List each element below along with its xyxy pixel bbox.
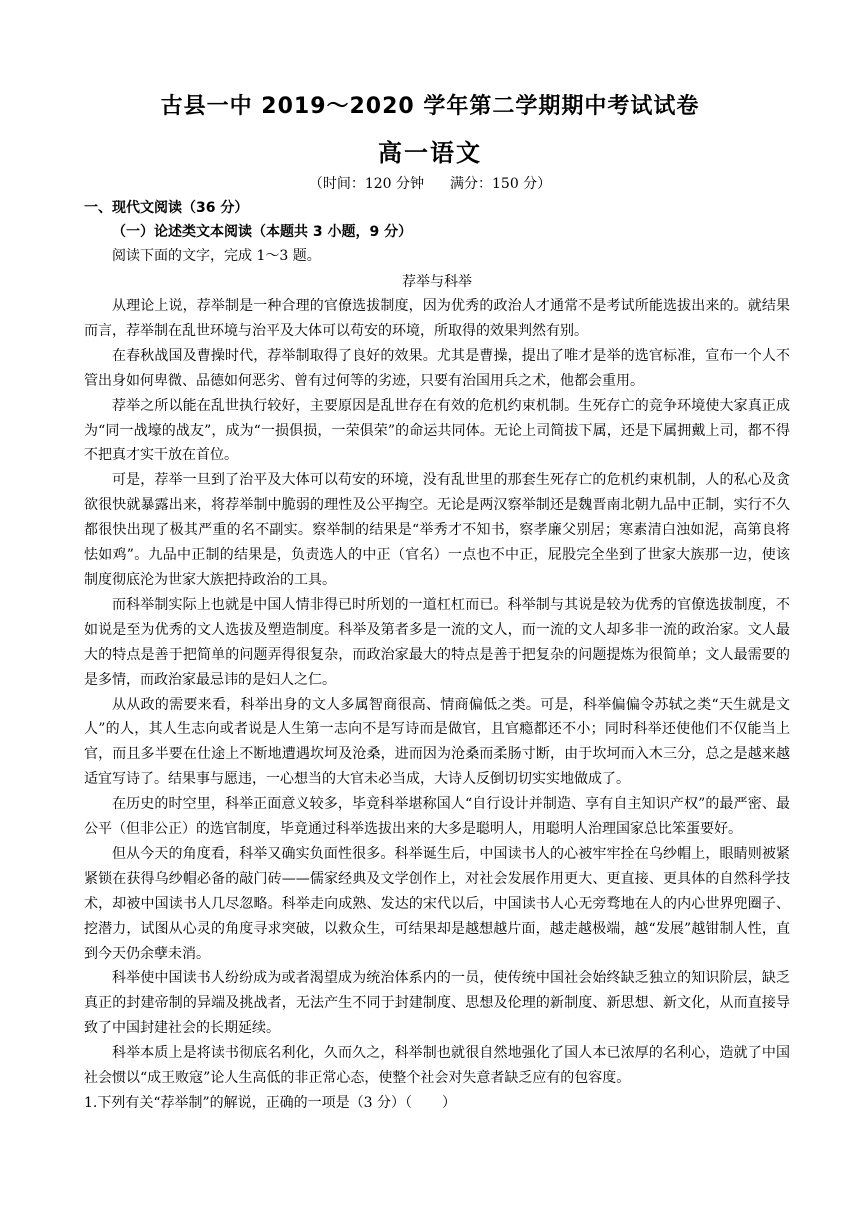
exam-score: 满分：150 分） — [450, 176, 552, 192]
article-paragraph: 但从今天的角度看，科举又确实负面性很多。科举诞生后，中国读书人的心被牢牢拴在乌纱帽上，眼睛则被紧紧锁在获得乌纱帽必备的敲门砖——儒家经典及文学创作上，对社会发展作用更大、更直接、更具体的自然科学技术，却被中国读书人几尽忽略。科举走向成熟、发达的宋代以后，中国读书人心无旁骛地在人的内心世界兜圈子、挖潜力，试图从心灵的角度寻求突破，以救众生，可结果却是越想越片面，越走越极端，越“发展”越钳制人性，直到今天仍余孽未消。 — [84, 845, 790, 962]
article-paragraph: 科举使中国读书人纷纷成为或者渴望成为统治体系内的一员，使传统中国社会始终缺乏独立的知识阶层，缺乏真正的封建帝制的异端及挑战者，无法产生不同于封建制度、思想及伦理的新制度、新思想、新文化，从而直接导致了中国封建社会的长期延续。 — [84, 970, 790, 1037]
section-heading: 一、现代文阅读（36 分） — [84, 200, 249, 216]
question-close: ） — [442, 1095, 457, 1111]
question-1 — [84, 1091, 790, 1115]
article-paragraph: 荐举之所以能在乱世执行较好，主要原因是乱世存在有效的危机约束机制。生死存亡的竞争环境使大家真正成为“同一战壕的战友”，成为“一损俱损，一荣俱荣”的命运共同体。无论上司简拔下属，还是下属拥戴上司，都不得不把真才实干放在首位。 — [84, 397, 790, 464]
article-paragraph: 科举本质上是将读书彻底名利化，久而久之，科举制也就很自然地强化了国人本已浓厚的名利心，造就了中国社会惯以“成王败寇”论人生高低的非正常心态，使整个社会对失意者缺乏应有的包容度。 — [84, 1045, 790, 1087]
reading-instruction: 阅读下面的文字，完成 1～3 题。 — [112, 248, 321, 264]
article-paragraph: 从理论上说，荐举制是一种合理的官僚选拔制度，因为优秀的政治人才通常不是考试所能选拔出来的。就结果而言，荐举制在乱世环境与治平及大体可以苟安的环境，所取得的效果判然有别。 — [84, 298, 790, 339]
article-paragraph: 在春秋战国及曹操时代，荐举制取得了良好的效果。尤其是曹操，提出了唯才是举的选官标准，宣布一个人不管出身如何卑微、品德如何恶劣、曾有过何等的劣迹，只要有治国用兵之术，他都会重用。 — [84, 347, 790, 389]
article-paragraph: 可是，荐举一旦到了治平及大体可以苟安的环境，没有乱世里的那套生死存亡的危机约束机制，人的私心及贪欲很快就暴露出来，将荐举制中脆弱的理性及公平掏空。无论是两汉察举制还是魏晋南北朝九品中正制，实行不久都很快出现了极其严重的名不副实。察举制的结果是“举秀才不知书，察孝廉父别居；寒素清白浊如泥，高第良将怯如鸡”。九品中正制的结果是，负责选人的中正（官名）一点也不中正，屁股完全坐到了世家大族那一边，使该制度彻底沦为世家大族把持政治的工具。 — [84, 472, 790, 588]
exam-content — [84, 196, 790, 1115]
article-paragraph: 从从政的需要来看，科举出身的文人多属智商很高、情商偏低之类。可是，科举偏偏令苏轼之类“天生就是文人”的人，其人生志向或者说是人生第一志向不是写诗而是做官，且官瘾都还不小；同时科举还使他们不仅能当上官，而且多半要在仕途上不断地遭遇坎坷及沧桑，进而因为沧桑而柔肠寸断，由于坎坷而入木三分，总之是越来越适宜写诗了。结果事与愿违，一心想当的大官未必当成，大诗人反倒切切实实地做成了。 — [84, 696, 790, 788]
question-stem: 1.下列有关“荐举制”的解说，正确的一项是（3 分）（ — [84, 1095, 413, 1111]
article-paragraph: 而科举制实际上也就是中国人情非得已时所划的一道杠杠而已。科举制与其说是较为优秀的官僚选拔制度，不如说是至为优秀的文人选拔及塑造制度。科举及第者多是一流的文人，而一流的文人却多非一流的政治家。文人最大的特点是善于把简单的问题弄得很复杂，而政治家最大的特点是善于把复杂的问题提炼为很简单；文人最需要的是多情，而政治家最忌讳的是妇人之仁。 — [84, 596, 790, 688]
subject-title: 高一语文 — [378, 139, 482, 167]
exam-meta — [0, 174, 860, 194]
subsection-heading: （一）论述类文本阅读（本题共 3 小题，9 分） — [112, 224, 413, 240]
exam-time: （时间：120 分钟 — [308, 176, 424, 192]
exam-title: 古县一中 2019～2020 学年第二学期期中考试试卷 — [160, 94, 700, 119]
article-paragraph: 在历史的时空里，科举正面意义较多，毕竟科举堪称国人“自行设计并制造、享有自主知识产权”的最严密、最公平（但非公正）的选官制度，毕竟通过科举选拔出来的大多是聪明人，用聪明人治理国家总比笨蛋要好。 — [84, 796, 790, 838]
article-title: 荐举与科举 — [402, 274, 472, 290]
